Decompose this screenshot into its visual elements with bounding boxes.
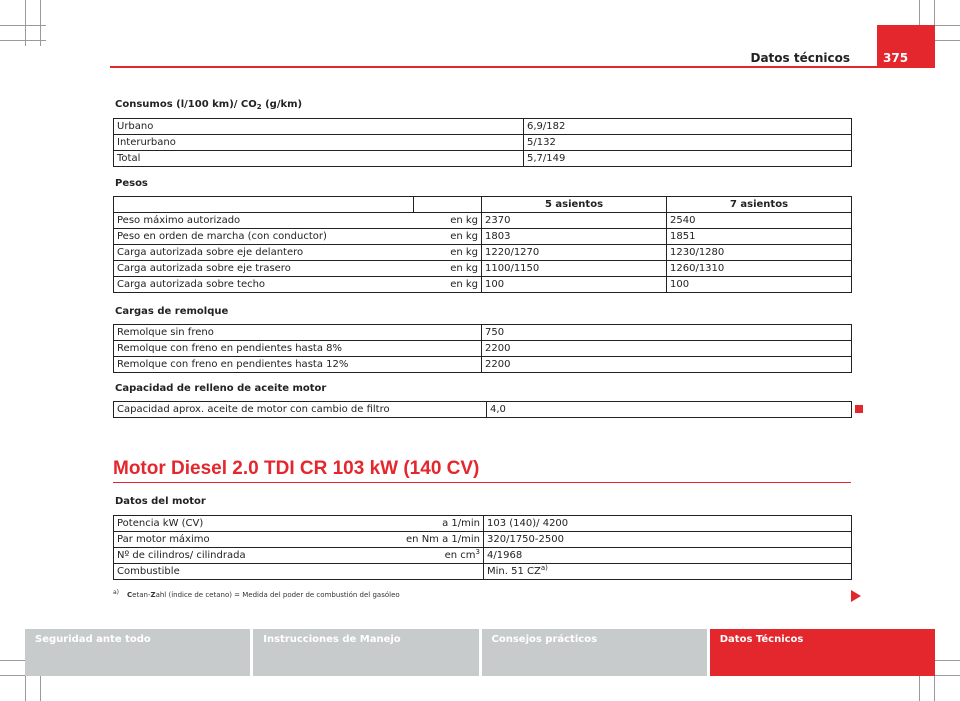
row-label: Capacidad aprox. aceite de motor con cambio de filtro xyxy=(114,402,487,418)
footnote-marker: a) xyxy=(113,589,120,596)
row-label: Combustible xyxy=(114,564,374,580)
row-value-5: 1803 xyxy=(482,229,667,245)
row-label: Potencia kW (CV) xyxy=(114,516,374,532)
row-label: Remolque sin freno xyxy=(114,325,482,341)
end-of-section-mark xyxy=(855,405,863,413)
row-label: Remolque con freno en pendientes hasta 8% xyxy=(114,341,482,357)
row-unit: en kg xyxy=(414,245,482,261)
header-empty xyxy=(414,197,482,213)
row-label: Remolque con freno en pendientes hasta 12% xyxy=(114,357,482,373)
nav-tab-seguridad[interactable]: Seguridad ante todo xyxy=(25,629,250,676)
table-row xyxy=(114,548,852,564)
page-header-title: Datos técnicos xyxy=(750,51,850,65)
header-rule xyxy=(110,66,935,68)
row-value: 2200 xyxy=(482,341,852,357)
row-unit: en kg xyxy=(414,213,482,229)
footnote-text-z: ahl (índice de cetano) = Medida del poder de combustión del gasóleo xyxy=(155,591,400,599)
row-unit xyxy=(374,548,484,564)
row-label: Peso en orden de marcha (con conductor) xyxy=(114,229,414,245)
table-row xyxy=(114,277,852,293)
footnote-ref: a) xyxy=(540,563,548,572)
continue-arrow-icon xyxy=(851,590,861,602)
row-value: 103 (140)/ 4200 xyxy=(484,516,852,532)
footnote-text-c: etan- xyxy=(132,591,151,599)
footnote-bold-z: Z xyxy=(150,591,156,599)
row-value xyxy=(484,564,852,580)
motor-table xyxy=(113,515,852,580)
column-header: 7 asientos xyxy=(667,197,852,213)
row-value-5: 1100/1150 xyxy=(482,261,667,277)
footnote-bold-c: C xyxy=(127,591,133,599)
motor-heading-rule xyxy=(113,482,851,483)
row-value-5: 100 xyxy=(482,277,667,293)
consumos-title-sub: 2 xyxy=(256,103,262,111)
footnote xyxy=(113,589,400,599)
table-row xyxy=(114,213,852,229)
table-header-row xyxy=(114,197,852,213)
row-unit xyxy=(374,564,484,580)
consumos-title-suffix: (g/km) xyxy=(261,99,303,110)
row-unit: en kg xyxy=(414,229,482,245)
table-row xyxy=(114,325,852,341)
row-label: Peso máximo autorizado xyxy=(114,213,414,229)
row-value: 6,9/182 xyxy=(524,119,852,135)
table-row xyxy=(114,402,852,418)
nav-tab-consejos[interactable]: Consejos prácticos xyxy=(482,629,707,676)
row-value: 750 xyxy=(482,325,852,341)
consumos-table xyxy=(113,118,852,167)
row-value: 2200 xyxy=(482,357,852,373)
row-label: Interurbano xyxy=(114,135,524,151)
crop-mark xyxy=(0,40,46,41)
nav-tab-datos-tecnicos[interactable]: Datos Técnicos xyxy=(710,629,935,676)
row-value-7: 2540 xyxy=(667,213,852,229)
aceite-title: Capacidad de relleno de aceite motor xyxy=(115,383,327,394)
unit-text: en cm xyxy=(444,549,476,561)
row-value-7: 1851 xyxy=(667,229,852,245)
table-row xyxy=(114,245,852,261)
table-row xyxy=(114,341,852,357)
row-value: 4/1968 xyxy=(484,548,852,564)
row-value-5: 2370 xyxy=(482,213,667,229)
bottom-nav xyxy=(25,629,935,676)
row-label: Carga autorizada sobre eje delantero xyxy=(114,245,414,261)
table-row xyxy=(114,261,852,277)
value-text: Min. 51 CZ xyxy=(487,565,541,577)
page-number: 375 xyxy=(877,25,935,67)
table-row xyxy=(114,135,852,151)
motor-heading: Motor Diesel 2.0 TDI CR 103 kW (140 CV) xyxy=(113,458,480,479)
table-row xyxy=(114,357,852,373)
row-label: Par motor máximo xyxy=(114,532,374,548)
row-label: Urbano xyxy=(114,119,524,135)
row-label: Carga autorizada sobre techo xyxy=(114,277,414,293)
row-value: 320/1750-2500 xyxy=(484,532,852,548)
row-unit: en kg xyxy=(414,261,482,277)
row-label: Carga autorizada sobre eje trasero xyxy=(114,261,414,277)
row-value-7: 1230/1280 xyxy=(667,245,852,261)
row-unit: a 1/min xyxy=(374,516,484,532)
row-value-5: 1220/1270 xyxy=(482,245,667,261)
header-empty xyxy=(114,197,414,213)
remolque-table xyxy=(113,324,852,373)
consumos-title-prefix: Consumos (l/100 km)/ CO xyxy=(115,99,257,110)
row-value: 4,0 xyxy=(487,402,852,418)
aceite-table xyxy=(113,401,852,418)
row-label: Nº de cilindros/ cilindrada xyxy=(114,548,374,564)
row-value: 5/132 xyxy=(524,135,852,151)
consumos-title xyxy=(115,99,302,111)
motor-section-title: Datos del motor xyxy=(115,496,206,507)
table-row xyxy=(114,564,852,580)
table-row xyxy=(114,229,852,245)
row-value: 5,7/149 xyxy=(524,151,852,167)
table-row xyxy=(114,151,852,167)
nav-tab-instrucciones[interactable]: Instrucciones de Manejo xyxy=(253,629,478,676)
row-value-7: 100 xyxy=(667,277,852,293)
row-unit: en kg xyxy=(414,277,482,293)
table-row xyxy=(114,532,852,548)
table-row xyxy=(114,516,852,532)
row-label: Total xyxy=(114,151,524,167)
table-row xyxy=(114,119,852,135)
remolque-title: Cargas de remolque xyxy=(115,306,229,317)
row-unit: en Nm a 1/min xyxy=(374,532,484,548)
row-value-7: 1260/1310 xyxy=(667,261,852,277)
pesos-table xyxy=(113,196,852,293)
unit-superscript: 3 xyxy=(475,547,480,556)
pesos-title: Pesos xyxy=(115,178,148,189)
crop-mark xyxy=(0,25,46,26)
column-header: 5 asientos xyxy=(482,197,667,213)
